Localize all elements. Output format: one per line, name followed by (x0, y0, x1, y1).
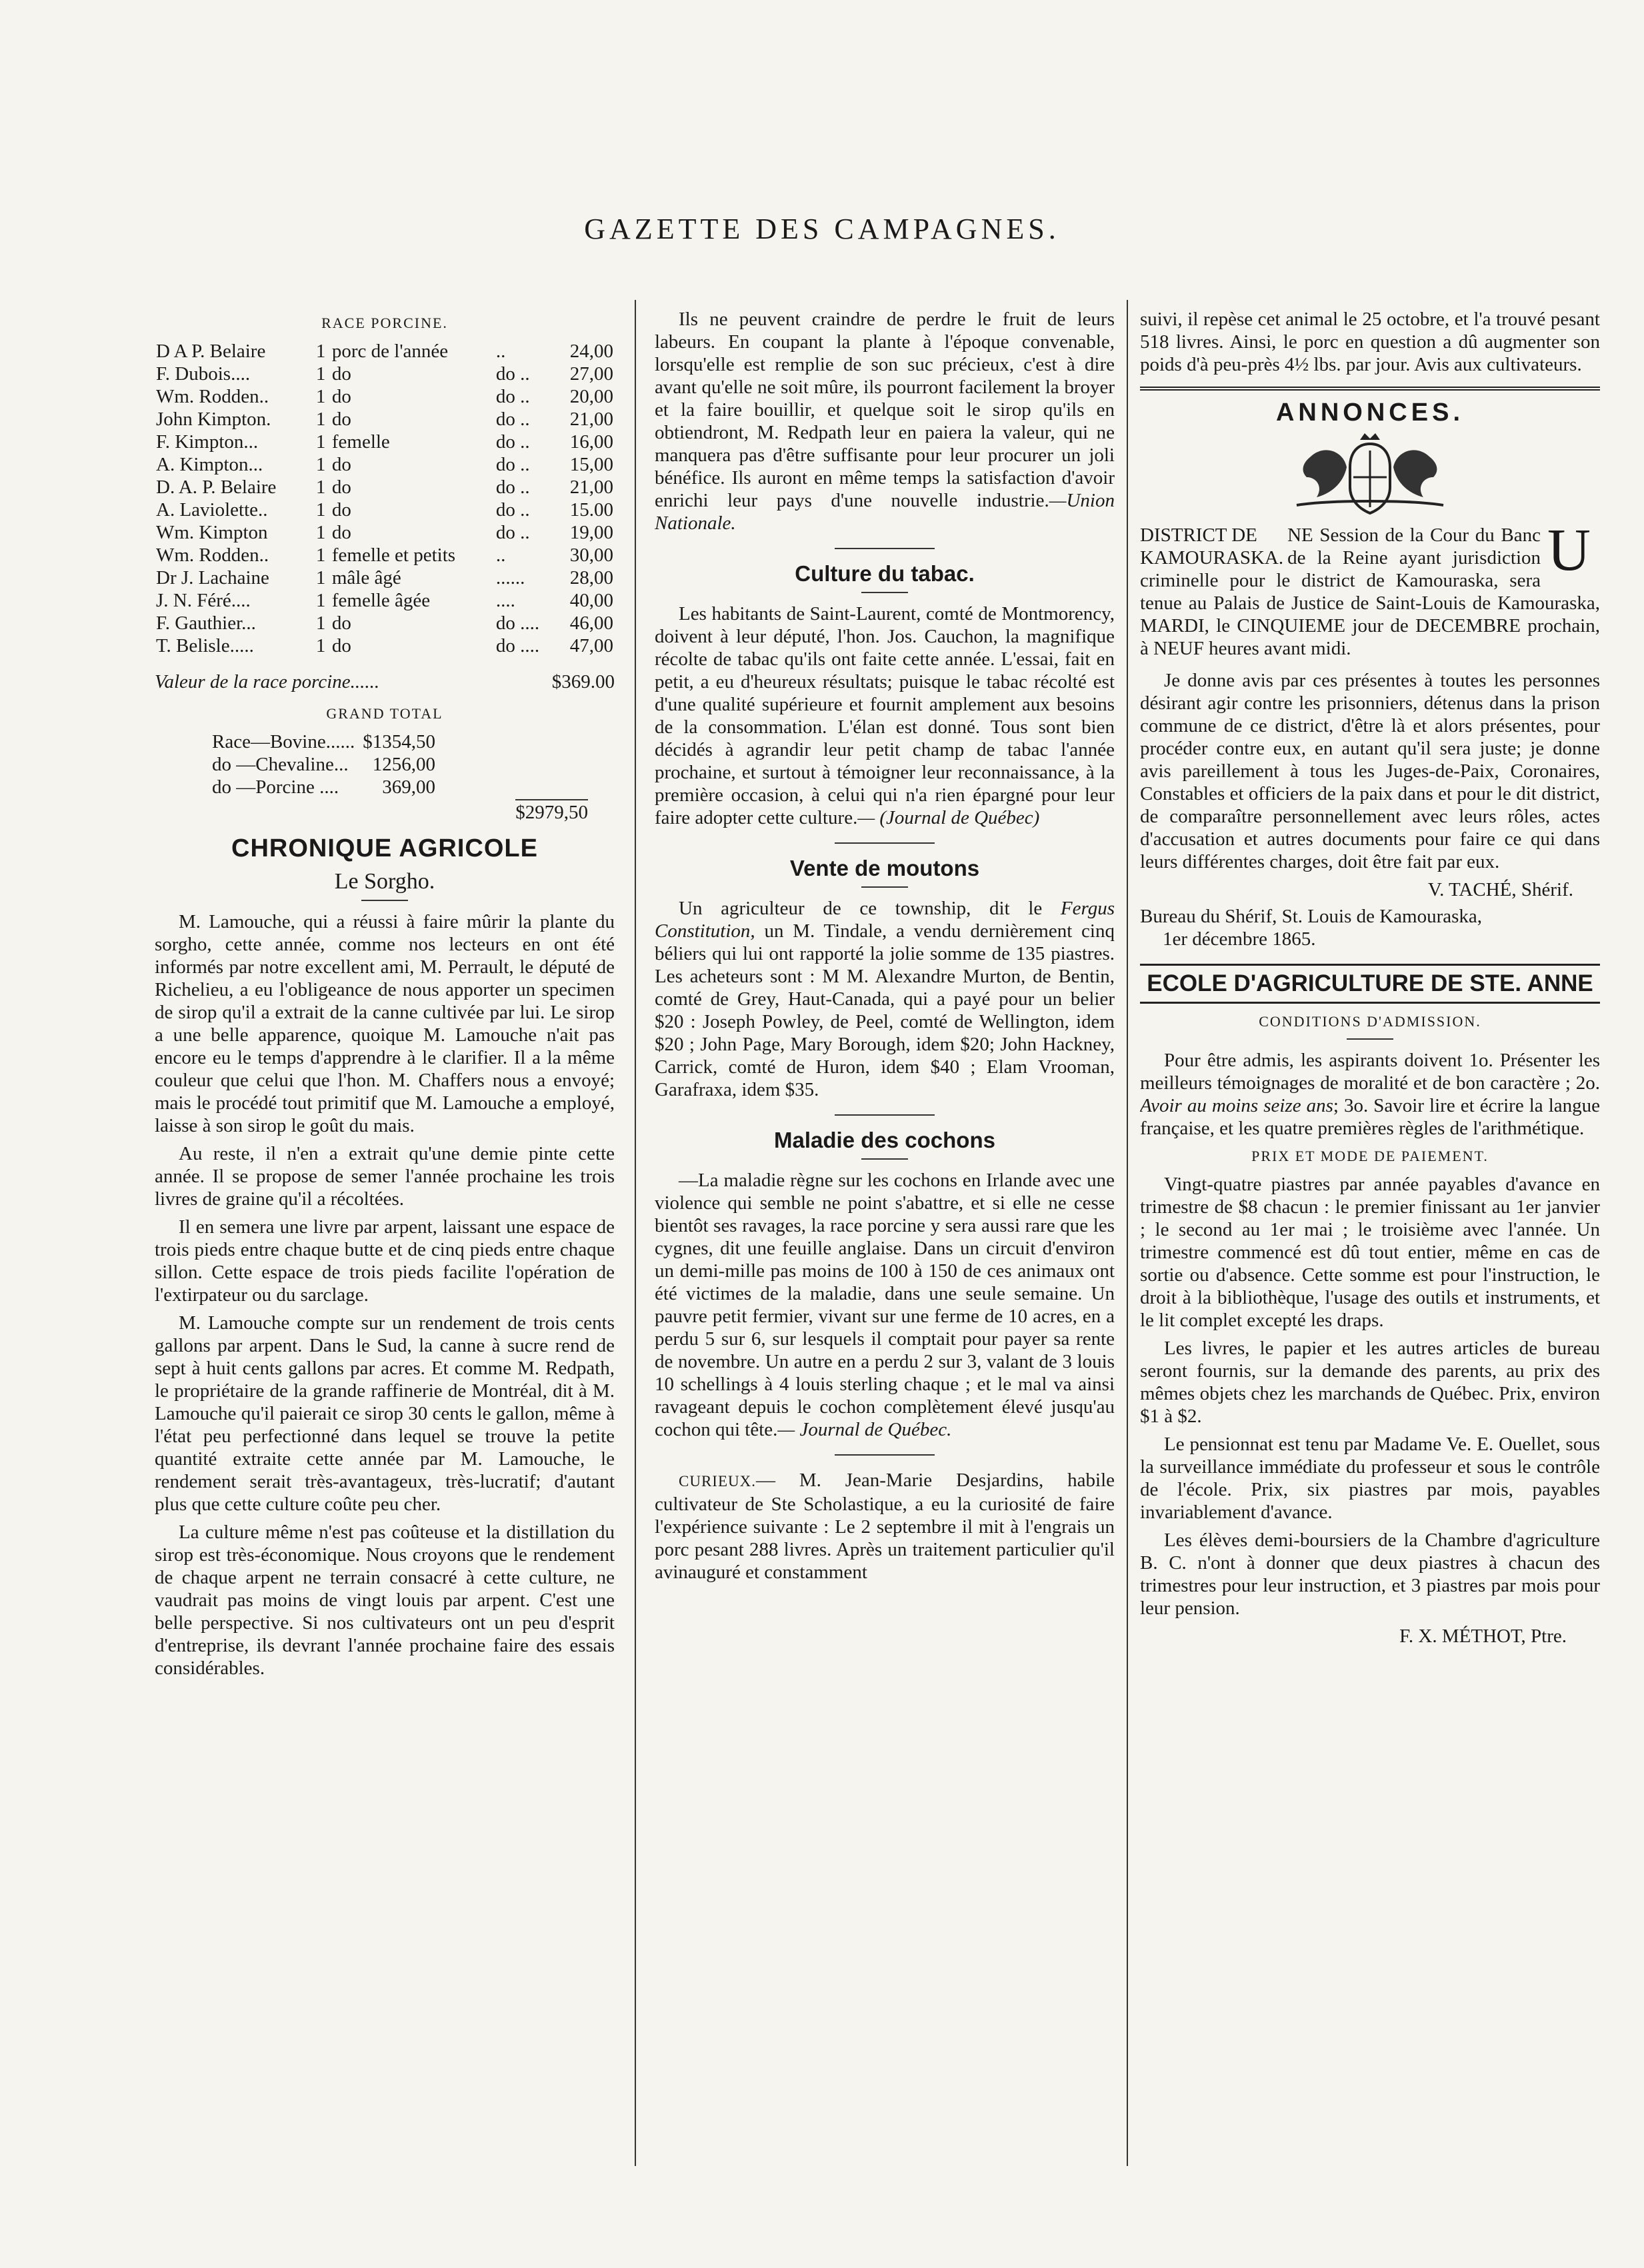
race-dots: do .. (495, 409, 530, 430)
cochons-title: Maladie des cochons (774, 1128, 995, 1152)
race-row (155, 385, 615, 408)
race-row (155, 544, 615, 567)
race-dots: do .. (495, 477, 530, 498)
race-name: F. Gauthier... (156, 612, 256, 634)
district-line: KAMOURASKA. (1140, 547, 1284, 568)
moutons-article (655, 897, 1115, 1101)
source-fergus: Fergus Constitution, (655, 898, 1115, 942)
race-qty: 1 (315, 386, 326, 407)
race-qty: 1 (315, 341, 326, 362)
divider (835, 1454, 935, 1456)
race-name: F. Kimpton... (156, 431, 259, 453)
conditions-text-b: ; 3o. Savoir lire et écrire la langue française, et les quatre premières règles de l'arithmétique. (1140, 1095, 1600, 1139)
race-kind: do (331, 454, 351, 475)
race-name: A. Kimpton... (156, 454, 263, 475)
race-name: D. A. P. Belaire (156, 477, 277, 498)
race-qty: 1 (315, 363, 326, 385)
district-notice (1140, 517, 1600, 660)
race-dots: .. (495, 341, 506, 362)
race-qty: 1 (315, 635, 326, 656)
livres-paragraph: Les livres, le papier et les autres articles de bureau seront fournis, sur la demande des parents, au prix des mêmes objets chez les marchands de Québec. Prix, environ $1 à $2. (1140, 1338, 1600, 1427)
tabac-article (655, 602, 1115, 829)
cochons-text: —La maladie règne sur les cochons en Irlande avec une violence qui semble ne point s'abattre, et si elle ne cesse bientôt ses ravages, la race porcine y sera aussi rare que les cygnes, dit une feuille anglaise. Dans un circuit d'environ un demi-mille pas moins de 100 à 150 de ces animaux ont été victimes de la maladie, dans une seule semaine. Un pauvre petit fermier, vivant sur une ferme de 10 acres, en a perdu 5 sur 6, sur lesquels il comptait pour payer sa rente de novembre. Un autre en a perdu 2 sur 3, valant de 3 louis 10 schellings à 4 louis sterling chaque ; et le mal va ainsi ravageant depuis le cochon complètement élevé jusqu'au cochon qui tête. (655, 1170, 1115, 1440)
race-qty: 1 (315, 409, 326, 430)
chronique-title: CHRONIQUE AGRICOLE (231, 834, 538, 862)
race-qty: 1 (315, 612, 326, 634)
race-qty: 1 (315, 590, 326, 611)
divider (1347, 1038, 1393, 1040)
methot-signature: F. X. MÉTHOT, Ptre. (1399, 1626, 1567, 1647)
race-name: J. N. Féré.... (156, 590, 251, 611)
sorgho-paragraph: M. Lamouche compte sur un rendement de trois cents gallons par arpent. Dans le Sud, la canne à sucre rend de sept à huit cents gallons par acres. Et comme M. Redpath, le propriétaire de la grande raffinerie de Montréal, dit à M. Lamouche qu'il paierait ce sirop 30 cents le gallon, même à l'état peu perfectionné dans lequel se trouve la petite quantité extraite cette année par M. Lamouche, le rendement serait très-avantageux, très-lucratif; d'autant plus que cette culture coûte peu cher. (155, 1312, 615, 1515)
curieux-text: — M. Jean-Marie Desjardins, habile cultivateur de Ste Scholastique, a eu la curiosité de faire l'expérience suivante : Le 2 septembre il mit à l'engrais un porc pesant 288 livres. Après un traitement particulier qu'il avinauguré et constamment (655, 1470, 1115, 1583)
bureau-date: 1er décembre 1865. (1163, 928, 1316, 950)
moutons-text-a: Un agriculteur de ce township, dit le (679, 898, 1043, 919)
race-name: John Kimpton. (156, 409, 271, 430)
district-line: DISTRICT DE (1140, 525, 1257, 546)
moutons-title: Vente de moutons (789, 856, 980, 880)
sorgho-continued-text: Ils ne peuvent craindre de perdre le fruit de leurs labeurs. En coupant la plante à l'époque convenable, lorsqu'elle est remplie de son suc précieux, c'est à dire avant qu'elle ne soit mûre, ils pourront facilement la broyer et la faire bouillir, et quelque soit le sirop qu'ils en obtiendront, M. Redpath leur en paiera la valeur, qui ne manquera pas d'être suffisante pour leur procurer un joli bénéfice. Ils auront en même temps la satisfaction d'avoir enrichi leur pays d'une nouvelle industrie. (655, 309, 1115, 511)
pensionnat-paragraph: Le pensionnat est tenu par Madame Ve. E. Ouellet, sous la surveillance immédiate du professeur et sous le contrôle de l'école. Prix, six piastres par mois, payables invariablement d'avance. (1140, 1434, 1600, 1523)
race-name: Wm. Kimpton (156, 522, 268, 543)
divider (861, 1158, 908, 1160)
prix-paragraph: Vingt-quatre piastres par année payables d'avance en trimestre de $8 chacun : le premier finissant au 1er janvier ; le second au 1er mai ; le troisième avec l'année. Un trimestre commencé est dû tout entier, même en cas de sortie ou d'absence. Cette somme est pour l'instruction, le droit à la bibliothèque, l'usage des outils et instruments, et le lit complet excepté les draps. (1140, 1174, 1600, 1331)
race-kind: do (331, 386, 351, 407)
race-row (155, 612, 615, 634)
race-porcine-table (155, 340, 615, 657)
notice-paragraph: Je donne avis par ces présentes à toutes les personnes désirant agir contre les prisonniers, détenus dans la prison commune de ce district, d'être là et alors présentes, pour procéder contre eux, en autant qu'il sera juste; je donne avis pareillement à tous les Juges-de-Paix, Coronaires, Constables et officiers de la paix dans et pour le dit district, de comparaître personnellement avec leurs rôles, actes d'accusation et autres documents pour faire ce qui dans leurs différentes charges, doit être fait par eux. (1140, 670, 1600, 872)
grand-value: 369,00 (382, 776, 435, 798)
race-qty: 1 (315, 454, 326, 475)
district-label (1140, 524, 1283, 569)
race-kind: femelle (331, 431, 390, 453)
eleves-paragraph: Les élèves demi-boursiers de la Chambre d'agriculture B. C. n'ont à donner que deux piastres à chacun des trimestres pour leur instruction, et 3 piastres par mois pour leur pension. (1140, 1530, 1600, 1619)
race-dots: ...... (495, 567, 525, 588)
race-row (155, 431, 615, 453)
race-row (155, 634, 615, 657)
race-dots: do .... (495, 612, 540, 634)
race-qty: 1 (315, 499, 326, 521)
race-row (155, 453, 615, 476)
grand-sum (155, 801, 615, 824)
grand-row (208, 753, 439, 776)
sorgho-continued (655, 308, 1115, 535)
grand-label: Race—Bovine...... (212, 731, 355, 752)
race-porcine-heading: RACE PORCINE. (321, 315, 448, 331)
conditions-paragraph (1140, 1049, 1600, 1140)
curieux-lead: CURIEUX. (679, 1473, 756, 1490)
heavy-rule (1140, 387, 1600, 391)
race-value: 19,00 (569, 522, 613, 543)
race-row (155, 567, 615, 589)
race-row (155, 408, 615, 431)
sorgho-paragraph: Il en semera une livre par arpent, laissant une espace de trois pieds entre chaque butte et de cinq pieds entre chaque sillon. Cette espace de trois pieds facilite l'opération de l'extirpateur ou du sarclage. (155, 1216, 615, 1306)
race-row (155, 499, 615, 521)
race-qty: 1 (315, 431, 326, 453)
source-journal-quebec: — (Journal de Québec) (857, 807, 1040, 828)
coat-of-arms-icon (1270, 431, 1470, 517)
cochons-article (655, 1169, 1115, 1441)
race-row (155, 589, 615, 612)
race-dots: do .. (495, 363, 530, 385)
grand-label: do —Chevaline... (212, 754, 349, 775)
race-kind: porc de l'année (331, 341, 449, 362)
race-qty: 1 (315, 545, 326, 566)
race-dots: do .. (495, 454, 530, 475)
race-dots: .... (495, 590, 515, 611)
race-value: 24,00 (569, 341, 613, 362)
grand-sum-value: $2979,50 (515, 799, 588, 823)
divider (361, 900, 408, 901)
curieux-continued: suivi, il repèse cet animal le 25 octobre, et l'a trouvé pesant 518 livres. Ainsi, le porc en question a dû augmenter son poids d'à peu-près 4½ lbs. par jour. Avis aux cultivateurs. (1140, 309, 1600, 375)
race-row (155, 363, 615, 385)
grand-value: 1256,00 (372, 754, 435, 775)
district-text: NE Session de la Cour du Banc de la Reine ayant jurisdiction criminelle pour le district de Kamouraska, sera tenue au Palais de Justice de Saint-Louis de Kamouraska, MARDI, le CINQUIEME jour de DECEMBRE prochain, à NEUF heures avant midi. (1140, 525, 1600, 659)
race-value: 21,00 (569, 409, 613, 430)
race-kind: mâle âgé (331, 567, 401, 588)
column-divider (1127, 300, 1128, 2166)
race-dots: do .. (495, 386, 530, 407)
grand-value: $1354,50 (363, 731, 435, 752)
race-row (155, 476, 615, 499)
race-kind: femelle et petits (331, 545, 456, 566)
race-name: Dr J. Lachaine (156, 567, 269, 588)
column-one (155, 308, 615, 2195)
race-qty: 1 (315, 477, 326, 498)
masthead: GAZETTE DES CAMPAGNES. (584, 213, 1060, 245)
dropcap-letter: U (1547, 517, 1591, 583)
race-qty: 1 (315, 567, 326, 588)
conditions-italic: Avoir au moins seize ans (1140, 1095, 1333, 1116)
race-dots: do .. (495, 431, 530, 453)
tabac-text: Les habitants de Saint-Laurent, comté de Montmorency, doivent à leur député, l'hon. Jos. Cauchon, la magnifique récolte de tabac qu'ils ont faite cette année. L'essai, fait en petit, a eu d'heureux résultats; puisque le tabac récolté est d'une qualité supérieure et fournit amplement aux besoins de la consommation. L'élan est donné. Tous sont bien décidés à agrandir leur petit champ de tabac l'année prochaine, et surtout à témoigner leur reconnaissance, à la première occasion, à celui qui n'a rien épargné pour leur faire adopter cette culture. (655, 603, 1115, 828)
race-total-line (155, 670, 615, 693)
race-name: Wm. Rodden.. (156, 386, 269, 407)
sorgho-paragraph: Au reste, il n'en a extrait qu'une demie pinte cette année. Il se propose de semer l'année prochaine les trois livres de graine qu'il a récoltées. (155, 1143, 615, 1210)
race-total-value: $369.00 (551, 671, 615, 692)
grand-row (208, 776, 439, 798)
race-dots: do .. (495, 522, 530, 543)
column-divider (635, 300, 636, 2166)
race-name: Wm. Rodden.. (156, 545, 269, 566)
race-value: 21,00 (569, 477, 613, 498)
sorgho-paragraph: La culture même n'est pas coûteuse et la distillation du sirop est très-économique. Nous croyons que le rendement de chaque arpent ne terrain consacré à cette culture, ne vaudrait pas moins de vingt louis par arpent. C'est une belle perspective. Si nos cultivateurs ont un peu d'esprit d'entreprise, ils devrant l'année prochaine faire des essais considérables. (155, 1522, 615, 1679)
race-kind: femelle âgée (331, 590, 431, 611)
column-three (1140, 308, 1600, 2195)
grand-row (208, 730, 439, 753)
race-row (155, 340, 615, 363)
moutons-text-b: un M. Tindale, a vendu dernièrement cinq béliers qui lui ont rapporté la jolie somme de 135 piastres. Les acheteurs sont : M M. Alexandre Murton, de Bentin, comté de Grey, Haut-Canada, qui a payé pour un belier $20 : Joseph Powley, de Peel, comté de Wellington, idem $20 ; John Page, Mary Borough, idem $20; John Hackney, Carrick, comté de Huron, idem $40 ; Elam Vrooman, Garafraxa, idem $35. (655, 920, 1115, 1100)
race-kind: do (331, 477, 351, 498)
divider (835, 842, 935, 844)
race-dots: .. (495, 545, 506, 566)
race-name: A. Laviolette.. (156, 499, 268, 521)
column-two (655, 308, 1115, 2195)
race-total-label: Valeur de la race porcine...... (155, 671, 380, 692)
race-kind: do (331, 409, 351, 430)
race-value: 40,00 (569, 590, 613, 611)
race-value: 27,00 (569, 363, 613, 385)
race-qty: 1 (315, 522, 326, 543)
race-kind: do (331, 499, 351, 521)
divider (861, 886, 908, 888)
sheriff-signature: V. TACHÉ, Shérif. (1427, 879, 1573, 900)
race-value: 30,00 (569, 545, 613, 566)
grand-total-table (208, 730, 439, 798)
race-kind: do (331, 635, 351, 656)
race-value: 20,00 (569, 386, 613, 407)
grand-label: do —Porcine .... (212, 776, 339, 798)
prix-heading: PRIX ET MODE DE PAIEMENT. (1251, 1148, 1489, 1164)
race-value: 16,00 (569, 431, 613, 453)
race-row (155, 521, 615, 544)
ecole-title: ECOLE D'AGRICULTURE DE STE. ANNE (1140, 964, 1600, 1004)
curieux-article (655, 1469, 1115, 1584)
race-value: 15,00 (569, 454, 613, 475)
race-value: 15.00 (569, 499, 613, 521)
race-value: 46,00 (569, 612, 613, 634)
grand-total-heading: GRAND TOTAL (326, 705, 443, 722)
race-name: T. Belisle..... (156, 635, 254, 656)
sorgho-article (155, 910, 615, 1680)
race-value: 47,00 (569, 635, 613, 656)
race-kind: do (331, 363, 351, 385)
divider (835, 548, 935, 549)
race-kind: do (331, 612, 351, 634)
bureau-line: Bureau du Shérif, St. Louis de Kamouraska, (1140, 906, 1483, 927)
sorgho-paragraph: M. Lamouche, qui a réussi à faire mûrir la plante du sorgho, cette année, comme nos lecteurs en ont été informés par notre excellent ami, M. Perrault, le député de Richelieu, a eu l'obligeance de nous apporter un specimen de sirop qu'il a extrait de la canne cultivée par lui. Le sirop a une belle apparence, quoique M. Lamouche n'ait pas encore eu le temps d'apprendre à le clarifier. Il a la même couleur que celui que l'hon. M. Chaffers nous a envoyé; mais le procédé tout primitif que M. Lamouche a employé, laisse à son sirop le goût du mais. (155, 911, 615, 1136)
divider (835, 1114, 935, 1116)
tabac-title: Culture du tabac. (795, 561, 975, 586)
race-kind: do (331, 522, 351, 543)
race-name: D A P. Belaire (156, 341, 266, 362)
race-dots: do .. (495, 499, 530, 521)
conditions-text-a: Pour être admis, les aspirants doivent 1o. Présenter les meilleurs témoignages de moralité et de bon caractère ; 2o. (1140, 1050, 1600, 1094)
annonces-title: ANNONCES. (1275, 399, 1465, 427)
race-value: 28,00 (569, 567, 613, 588)
divider (861, 592, 908, 593)
source-union-nationale: —Union Nationale. (655, 490, 1115, 534)
source-journal-quebec-2: — Journal de Québec. (777, 1419, 952, 1440)
race-name: F. Dubois.... (156, 363, 251, 385)
race-dots: do .... (495, 635, 540, 656)
conditions-heading: CONDITIONS D'ADMISSION. (1259, 1013, 1481, 1030)
sorgho-title: Le Sorgho. (334, 869, 435, 894)
